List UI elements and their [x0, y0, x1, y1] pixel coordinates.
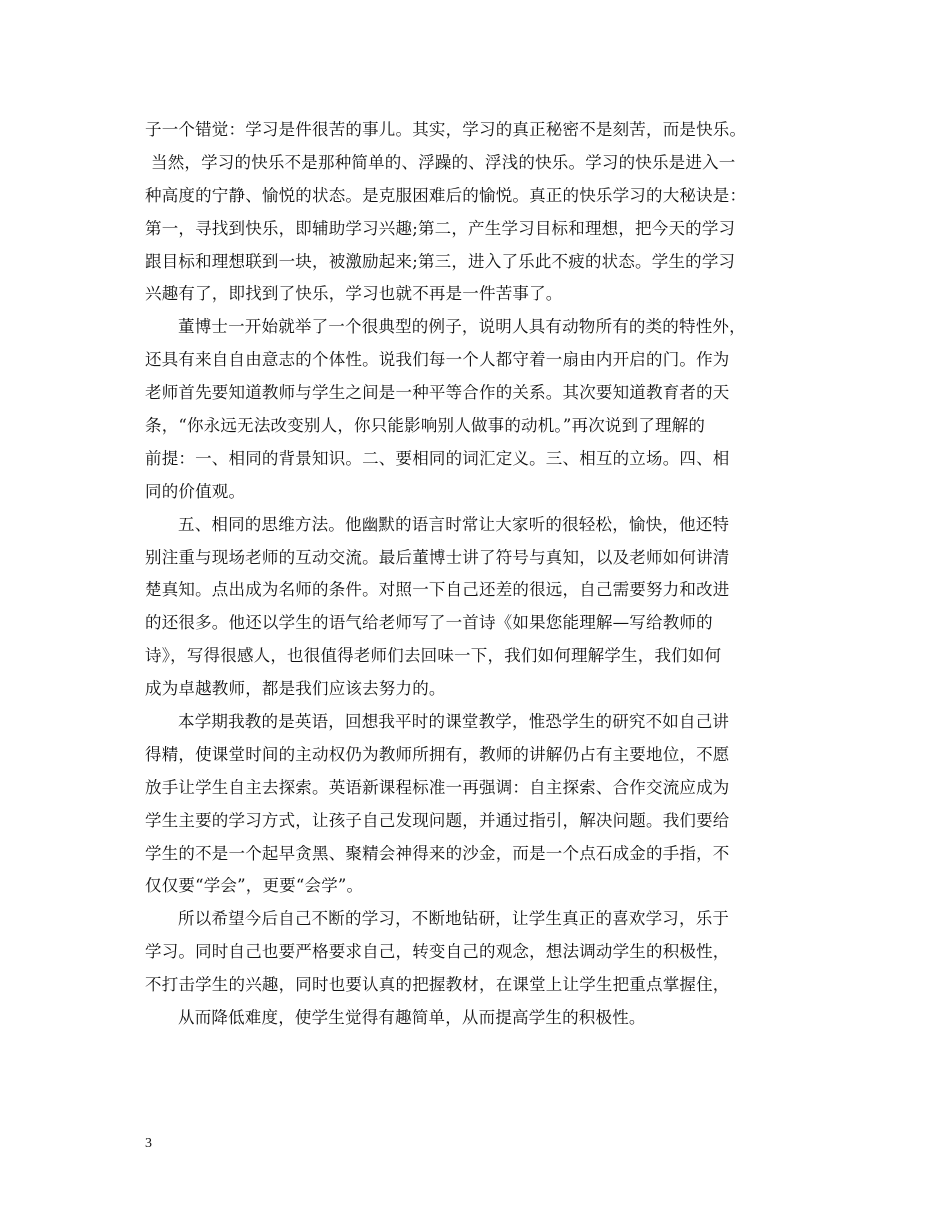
text-line: 的还很多。他还以学生的语气给老师写了一首诗《如果您能理解—写给教师的 — [145, 613, 713, 633]
paragraph-first-line: 本学期我教的是英语，回想我平时的课堂教学，惟恐学生的研究不如自己讲 — [178, 712, 730, 732]
text-line: 得精，使课堂时间的主动权仍为教师所拥有，教师的讲解仍占有主要地位，不愿 — [145, 744, 730, 764]
text-line: 兴趣有了，即找到了快乐，学习也就不再是一件苦事了。 — [145, 284, 563, 304]
text-line: 跟目标和理想联到一块，被激励起来;第三，进入了乐此不疲的状态。学生的学习 — [145, 251, 736, 271]
text-line: 不打击学生的兴趣，同时也要认真的把握教材，在课堂上让学生把重点掌握住， — [145, 975, 730, 995]
text-line: 楚真知。点出成为名师的条件。对照一下自己还差的很远，自己需要努力和改进 — [145, 580, 730, 600]
text-line: 条，“你永远无法改变别人，你只能影响别人做事的动机。”再次说到了理解的 — [145, 416, 706, 436]
body-text — [145, 114, 810, 1035]
text-line: 学生的不是一个起早贪黑、聚精会神得来的沙金，而是一个点石成金的手指，不 — [145, 843, 730, 863]
text-line: 放手让学生自主去探索。英语新课程标准一再强调：自主探索、合作交流应成为 — [145, 777, 730, 797]
text-line: 前提：一、相同的背景知识。二、要相同的词汇定义。三、相互的立场。四、相 — [145, 448, 730, 468]
text-line: 别注重与现场老师的互动交流。最后董博士讲了符号与真知，以及老师如何讲清 — [145, 547, 730, 567]
text-line: 第一，寻找到快乐，即辅助学习兴趣;第二，产生学习目标和理想，把今天的学习 — [145, 218, 736, 238]
paragraph-first-line: 五、相同的思维方法。他幽默的语言时常让大家听的很轻松，愉快，他还特 — [178, 514, 730, 534]
page-number: 3 — [145, 1136, 152, 1151]
text-line: 学习。同时自己也要严格要求自己，转变自己的观念，想法调动学生的积极性， — [145, 942, 730, 962]
text-line: 诗》，写得很感人，也很值得老师们去回味一下，我们如何理解学生，我们如何 — [145, 646, 722, 666]
text-line: 子一个错觉：学习是件很苦的事儿。其实，学习的真正秘密不是刻苦，而是快乐。 — [145, 120, 747, 139]
text-line: 同的价值观。 — [145, 481, 246, 501]
text-line: 老师首先要知道教师与学生之间是一种平等合作的关系。其次要知道教育者的天 — [145, 383, 730, 403]
text-line: 种高度的宁静、愉悦的状态。是克服困难后的愉悦。真正的快乐学习的大秘诀是： — [145, 185, 747, 205]
text-line: 成为卓越教师，都是我们应该去努力的。 — [145, 679, 446, 699]
text-line: 仅仅要“学会”，更要“会学”。 — [145, 876, 364, 896]
paragraph-first-line: 所以希望今后自己不断的学习，不断地钻研，让学生真正的喜欢学习，乐于 — [178, 909, 730, 929]
paragraph-first-line: 从而降低难度，使学生觉得有趣简单，从而提高学生的积极性。 — [178, 1008, 646, 1028]
text-line: 当然，学习的快乐不是那种简单的、浮躁的、浮浅的快乐。学习的快乐是进入一 — [151, 152, 736, 172]
text-line: 还具有来自自由意志的个体性。说我们每一个人都守着一扇由内开启的门。作为 — [145, 350, 730, 370]
text-line: 学生主要的学习方式，让孩子自己发现问题，并通过指引，解决问题。我们要给 — [145, 810, 730, 830]
paragraph-first-line: 董博士一开始就举了一个很典型的例子，说明人具有动物所有的类的特性外， — [178, 317, 746, 337]
